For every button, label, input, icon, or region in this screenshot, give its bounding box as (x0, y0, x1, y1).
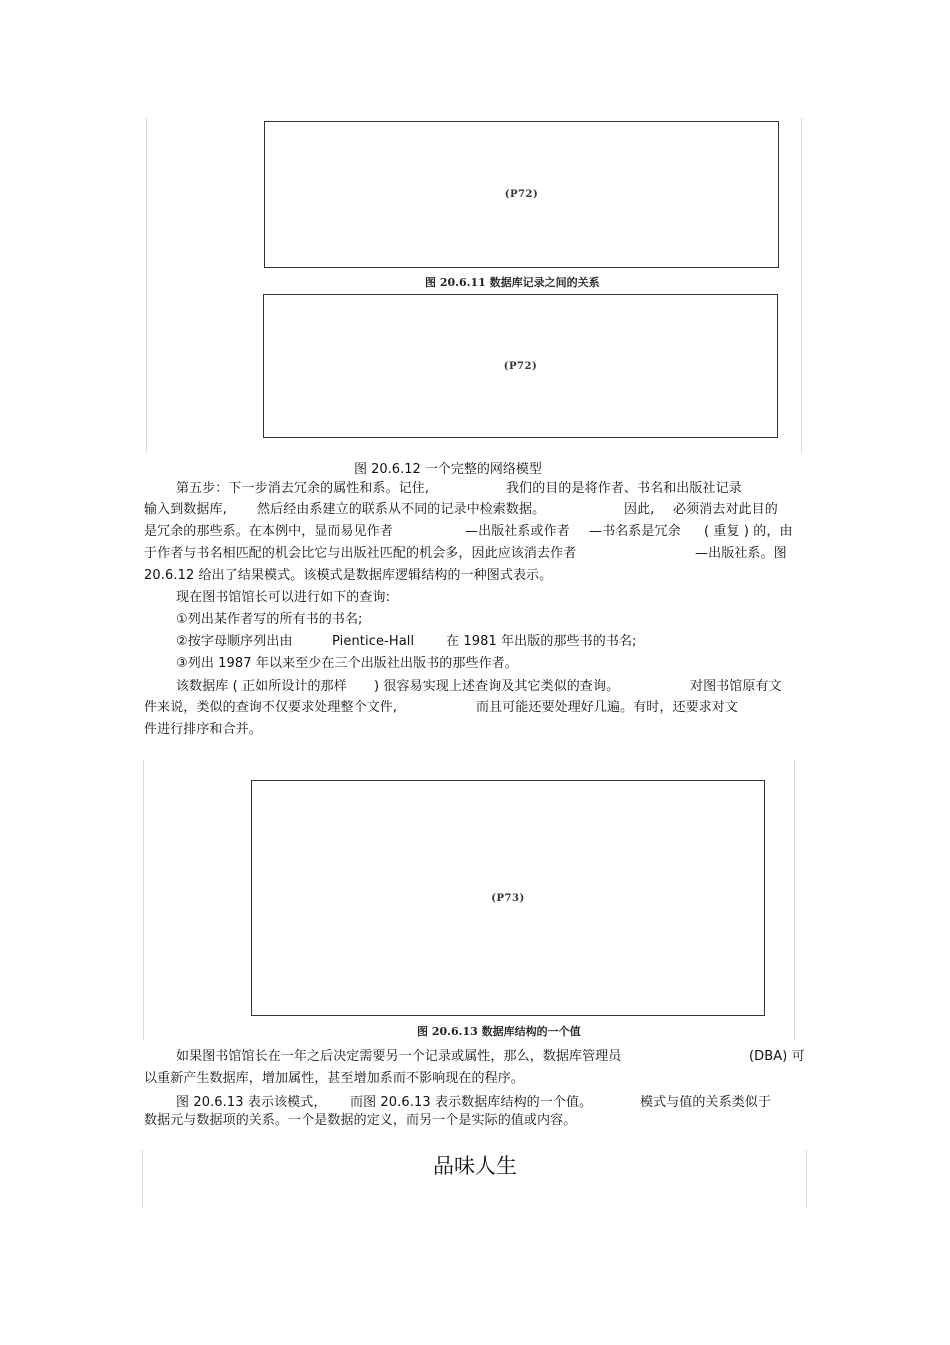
paragraph-line: 于作者与书名相匹配的机会比它与出版社匹配的机会多，因此应该消去作者 —出版社系。图 (144, 546, 787, 561)
paragraph-line: 第五步：下一步消去冗余的属性和系。记住, 我们的目的是将作者、书名和出版社记录 (176, 481, 742, 496)
figure-20-6-12-caption: 图 20.6.12 一个完整的网络模型 (354, 462, 542, 477)
paragraph-line: 图 20.6.13 表示该模式， 而图 20.6.13 表示数据库结构的一个值。 模式与值的关系类似于 (176, 1095, 772, 1110)
figure-20-6-13-box (251, 780, 765, 1016)
paragraph-line: 数据元与数据项的关系。一个是数据的定义，而另一个是实际的值或内容。 (144, 1113, 577, 1128)
paragraph-line: 20.6.12 给出了结果模式。该模式是数据库逻辑结构的一种图式表示。 (144, 568, 553, 583)
paragraph-line: 该数据库 ( 正如所设计的那样 ) 很容易实现上述查询及其它类似的查询。 对图书馆原有文 (176, 679, 782, 694)
paragraph-line: 是冗余的那些系。在本例中，显而易见作者 —出版社系或作者 —书名系是冗余 ( 重复 ) 的，由 (144, 524, 793, 539)
figure-20-6-11-caption: 图 20.6.11 数据库记录之间的关系 (425, 276, 600, 289)
scan-edge-left-1 (146, 118, 147, 453)
paragraph-line: 如果图书馆馆长在一年之后决定需要另一个记录或属性，那么，数据库管理员 (DBA) 可 (176, 1049, 805, 1064)
query-item: ②按字母顺序列出由 Pientice-Hall 在 1981 年出版的那些书的书名; (176, 634, 637, 649)
paragraph-line: 输入到数据库, 然后经由系建立的联系从不同的记录中检索数据。 因此, 必须消去对此目的 (144, 502, 778, 517)
paragraph-line: 件来说，类似的查询不仅要求处理整个文件, 而且可能还要处理好几遍。有时，还要求对文 (144, 700, 739, 715)
figure-placeholder-label: (P72) (504, 189, 539, 200)
query-item: ①列出某作者写的所有书的书名; (176, 612, 363, 627)
figure-20-6-11-box (264, 121, 779, 268)
figure-20-6-12-box (263, 294, 778, 438)
paragraph-line: 现在图书馆馆长可以进行如下的查询: (176, 590, 391, 605)
figure-placeholder-label: (P72) (503, 360, 538, 372)
scan-edge-right-2 (794, 760, 795, 1040)
scan-edge-left-2 (143, 760, 144, 1040)
paragraph-line: 件进行排序和合并。 (144, 722, 262, 737)
query-item: ③列出 1987 年以来至少在三个出版社出版书的那些作者。 (176, 656, 518, 671)
figure-placeholder-label: (P73) (491, 892, 525, 904)
scan-edge-right-1 (801, 118, 802, 453)
footer-title: 品味人生 (433, 1154, 517, 1178)
figure-20-6-13-caption: 图 20.6.13 数据库结构的一个值 (417, 1025, 581, 1038)
paragraph-line: 以重新产生数据库，增加属性，甚至增加系而不影响现在的程序。 (144, 1071, 524, 1086)
